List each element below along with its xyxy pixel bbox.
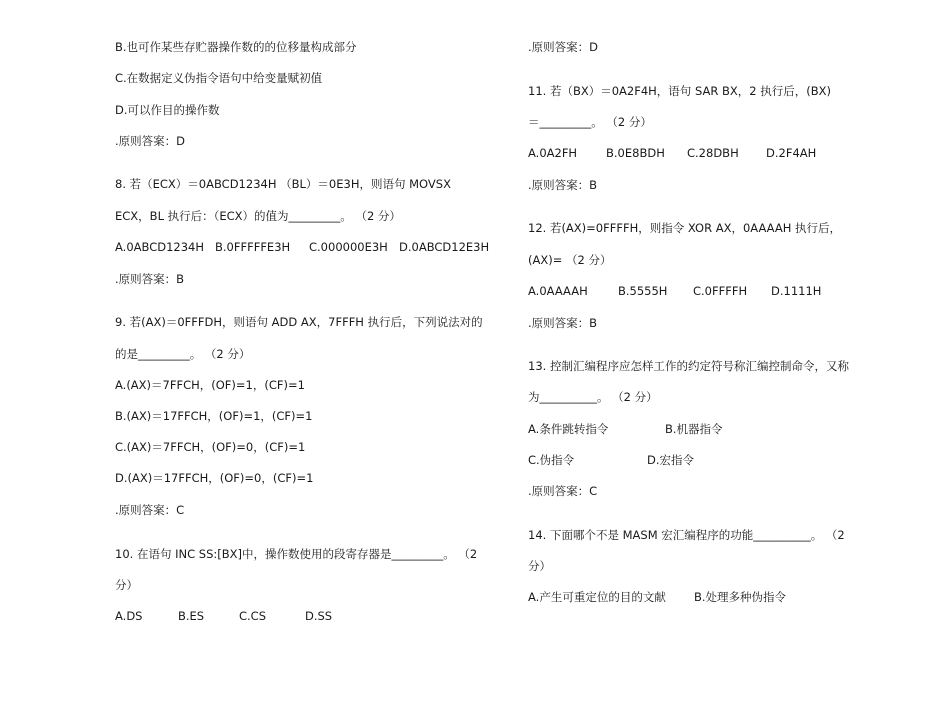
- q13-options-row2: [528, 452, 694, 468]
- q9-question-line1: 9. 若(AX)＝0FFFDH，则语句 ADD AX，7FFFH 执行后，下列说法对的: [115, 315, 483, 329]
- q8-option-c: C.000000E3H: [309, 240, 388, 254]
- q11-options: [528, 145, 816, 161]
- q8-question-line1: 8. 若（ECX）＝0ABCD1234H （BL）＝0E3H，则语句 MOVSX: [115, 177, 451, 191]
- q10-option-a: A.DS: [115, 609, 143, 623]
- q13-option-b: B.机器指令: [665, 422, 723, 436]
- q14-question-line2: 分）: [528, 559, 551, 573]
- q8-option-d: D.0ABCD12E3H: [399, 240, 490, 254]
- q11-option-d: D.2F4AH: [766, 146, 817, 160]
- q12-options: [528, 283, 821, 299]
- q14-option-b: B.处理多种伪指令: [694, 590, 787, 604]
- q12-question-line2: (AX)= （2 分）: [528, 253, 612, 267]
- q9-option-d: D.(AX)＝17FFCH，(OF)=0，(CF)=1: [115, 471, 314, 485]
- q13-question-line2: 为__________。 （2 分）: [528, 390, 658, 404]
- q9-option-b: B.(AX)＝17FFCH，(OF)=1，(CF)=1: [115, 409, 313, 423]
- q11-option-c: C.28DBH: [687, 146, 739, 160]
- q11-question-line2: ＝_________。 （2 分）: [528, 115, 652, 129]
- q12-option-b: B.5555H: [618, 284, 668, 298]
- q7-option-c: C.在数据定义伪指令语句中给变量赋初值: [115, 71, 323, 85]
- q12-answer: .原则答案：B: [528, 316, 598, 330]
- q8-answer: .原则答案：B: [115, 272, 185, 286]
- q8-option-a: A.0ABCD1234H: [115, 240, 204, 254]
- q10-question-line1: 10. 在语句 INC SS:[BX]中，操作数使用的段寄存器是_________。 （2: [115, 547, 478, 561]
- q9-question-line2: 的是_________。 （2 分）: [115, 347, 251, 361]
- q13-option-a: A.条件跳转指令: [528, 422, 609, 436]
- q11-answer: .原则答案：B: [528, 178, 598, 192]
- q11-question-line1: 11. 若（BX）＝0A2F4H，语句 SAR BX，2 执行后，(BX): [528, 84, 831, 98]
- q10-option-d: D.SS: [305, 609, 333, 623]
- q7-option-d: D.可以作目的操作数: [115, 103, 220, 117]
- q13-option-c: C.伪指令: [528, 453, 575, 467]
- q9-option-c: C.(AX)＝7FFCH，(OF)=0，(CF)=1: [115, 440, 306, 454]
- q13-question-line1: 13. 控制汇编程序应怎样工作的约定符号称汇编控制命令，又称: [528, 359, 849, 373]
- q13-options-row1: [528, 421, 723, 437]
- q12-option-d: D.1111H: [771, 284, 822, 298]
- q12-option-c: C.0FFFFH: [693, 284, 748, 298]
- q14-question-line1: 14. 下面哪个不是 MASM 宏汇编程序的功能__________。 （2: [528, 528, 845, 542]
- q10-option-c: C.CS: [239, 609, 267, 623]
- q12-option-a: A.0AAAAH: [528, 284, 588, 298]
- q14-option-a: A.产生可重定位的目的文献: [528, 590, 666, 604]
- q14-options: [528, 589, 786, 605]
- q10-options: [115, 608, 332, 624]
- q9-answer: .原则答案：C: [115, 503, 185, 517]
- q8-question-line2: ECX，BL 执行后：（ECX）的值为_________。 （2 分）: [115, 209, 401, 223]
- q10-answer: .原则答案：D: [528, 40, 599, 54]
- q11-option-a: A.0A2FH: [528, 146, 578, 160]
- q13-answer: .原则答案：C: [528, 484, 598, 498]
- q9-option-a: A.(AX)＝7FFCH，(OF)=1，(CF)=1: [115, 378, 305, 392]
- q8-options: [115, 239, 489, 255]
- q7-answer: .原则答案：D: [115, 134, 186, 148]
- q10-question-line2: 分）: [115, 578, 138, 592]
- q7-option-b: B.也可作某些存贮器操作数的的位移量构成部分: [115, 40, 357, 54]
- q8-option-b: B.0FFFFFE3H: [215, 240, 291, 254]
- q12-question-line1: 12. 若(AX)=0FFFFH，则指令 XOR AX，0AAAAH 执行后，: [528, 221, 842, 235]
- q11-option-b: B.0E8BDH: [606, 146, 665, 160]
- q10-option-b: B.ES: [178, 609, 205, 623]
- q13-option-d: D.宏指令: [647, 453, 695, 467]
